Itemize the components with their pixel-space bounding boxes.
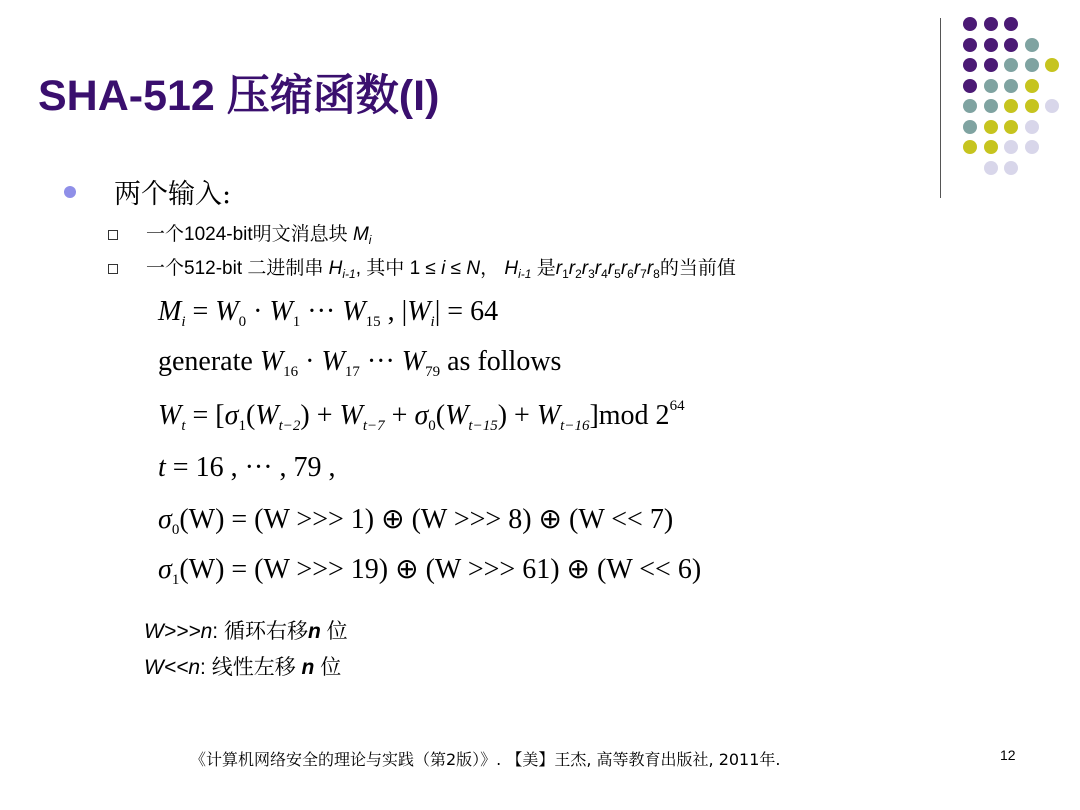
decorative-dot — [963, 99, 977, 113]
decorative-dot — [963, 140, 977, 154]
equation-sigma0: $\sigma_0(W) = (W$ >>> 1) ⊕ (W >>> 8) ⊕ (W << 7) — [158, 504, 674, 538]
decorative-dot — [963, 58, 977, 72]
bullet-marker — [64, 186, 76, 198]
equation-wt: $W_t = [\sigma_1(W_{t-2}) + W_{t-7} + \sigma_0(W_{t-15}) + W_{t-16}]mod$ $2^{64}$ — [158, 398, 685, 434]
decorative-dot — [1025, 120, 1039, 134]
decorative-dot — [1004, 120, 1018, 134]
decorative-dot — [984, 120, 998, 134]
footer-citation: 《计算机网络安全的理论与实践（第2版）》. 【美】王杰, 高等教育出版社, 2011年. — [190, 750, 781, 769]
equation-message-split: $M_i = W_0 \cdot W_1$ ··· $W_{15}$ , $|W_i| = 64$ — [158, 296, 499, 330]
sub-bullet-2: 一个512-bit 二进制串 $H_{i-1}$, 其中 1 ≤ i ≤ N， $H_{i-1}$ 是$r_1r_2r_3r_4r_5r_6r_7r_8$的当前值 — [146, 258, 736, 281]
sub-bullet-1: 一个1024-bit明文消息块 $M_i$ — [146, 224, 372, 247]
decorative-dot — [1025, 58, 1039, 72]
decorative-dot — [984, 38, 998, 52]
equation-sigma1: $\sigma_1(W) = (W$ >>> 19) ⊕ (W >>> 61) ⊕ (W << 6) — [158, 554, 702, 588]
decorative-dot — [963, 17, 977, 31]
decorative-dot — [963, 38, 977, 52]
decorative-dot — [1025, 38, 1039, 52]
decorative-dot — [984, 140, 998, 154]
decorative-dot — [984, 17, 998, 31]
decorative-dot — [984, 79, 998, 93]
sub-bullet-marker — [108, 230, 118, 240]
decorative-dot — [1004, 58, 1018, 72]
decorative-dot — [1004, 17, 1018, 31]
decorative-dot — [963, 79, 977, 93]
decorative-dot — [1004, 161, 1018, 175]
page-number: 12 — [1000, 747, 1016, 763]
note-shift: W<<n: 线性左移 n 位 — [144, 656, 342, 679]
note-rotate: W>>>n: 循环右移n 位 — [144, 620, 348, 643]
sub-bullet-marker — [108, 264, 118, 274]
decorative-dot — [1025, 140, 1039, 154]
bullet-text: 两个输入: — [114, 179, 232, 210]
decorative-dot — [984, 161, 998, 175]
decorative-dot — [1004, 79, 1018, 93]
decorative-dot — [1045, 99, 1059, 113]
equation-t-range: t = 16 , ··· , 79 , — [158, 452, 336, 483]
decorative-dot — [1025, 79, 1039, 93]
decorative-dot — [984, 58, 998, 72]
divider-line — [940, 18, 941, 198]
equation-generate: generate $W_{16} \cdot W_{17}$ ··· $W_{79}$ as follows — [158, 346, 562, 380]
decorative-dot — [1004, 38, 1018, 52]
decorative-dot — [1004, 140, 1018, 154]
decorative-dot — [963, 120, 977, 134]
decorative-dot — [1045, 58, 1059, 72]
slide-title: SHA-512 压缩函数(I) — [38, 72, 440, 120]
decorative-dot — [1025, 99, 1039, 113]
decorative-dot — [1004, 99, 1018, 113]
decorative-dot — [984, 99, 998, 113]
